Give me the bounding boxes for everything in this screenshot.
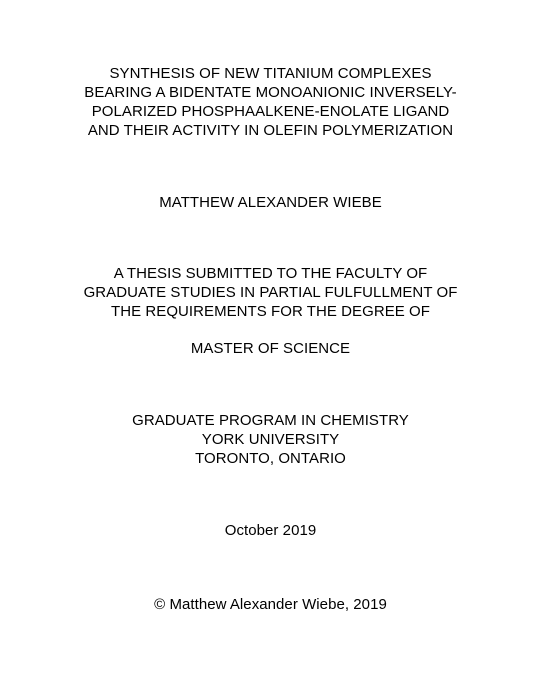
statement-line: THE REQUIREMENTS FOR THE DEGREE OF — [111, 303, 430, 320]
location-line: TORONTO, ONTARIO — [195, 450, 346, 467]
program-info — [0, 411, 541, 468]
title-line: SYNTHESIS OF NEW TITANIUM COMPLEXES — [109, 65, 432, 82]
title-line: POLARIZED PHOSPHAALKENE-ENOLATE LIGAND — [91, 103, 450, 120]
statement-line: GRADUATE STUDIES IN PARTIAL FULFULLMENT OF — [83, 284, 458, 301]
author-name — [0, 193, 541, 212]
statement-line: A THESIS SUBMITTED TO THE FACULTY OF — [113, 265, 428, 282]
submission-statement — [0, 264, 541, 321]
program-line: GRADUATE PROGRAM IN CHEMISTRY — [132, 412, 409, 429]
submission-date — [0, 521, 541, 540]
degree-line: MASTER OF SCIENCE — [190, 340, 351, 357]
date-line: October 2019 — [224, 522, 317, 539]
university-line: YORK UNIVERSITY — [201, 431, 340, 448]
degree-name — [0, 339, 541, 358]
title-line: BEARING A BIDENTATE MONOANIONIC INVERSELY- — [84, 84, 457, 101]
copyright-notice — [0, 595, 541, 614]
author-line: MATTHEW ALEXANDER WIEBE — [159, 194, 382, 211]
copyright-line: © Matthew Alexander Wiebe, 2019 — [154, 596, 387, 613]
title-line: AND THEIR ACTIVITY IN OLEFIN POLYMERIZATION — [87, 122, 454, 139]
thesis-title — [0, 64, 541, 140]
